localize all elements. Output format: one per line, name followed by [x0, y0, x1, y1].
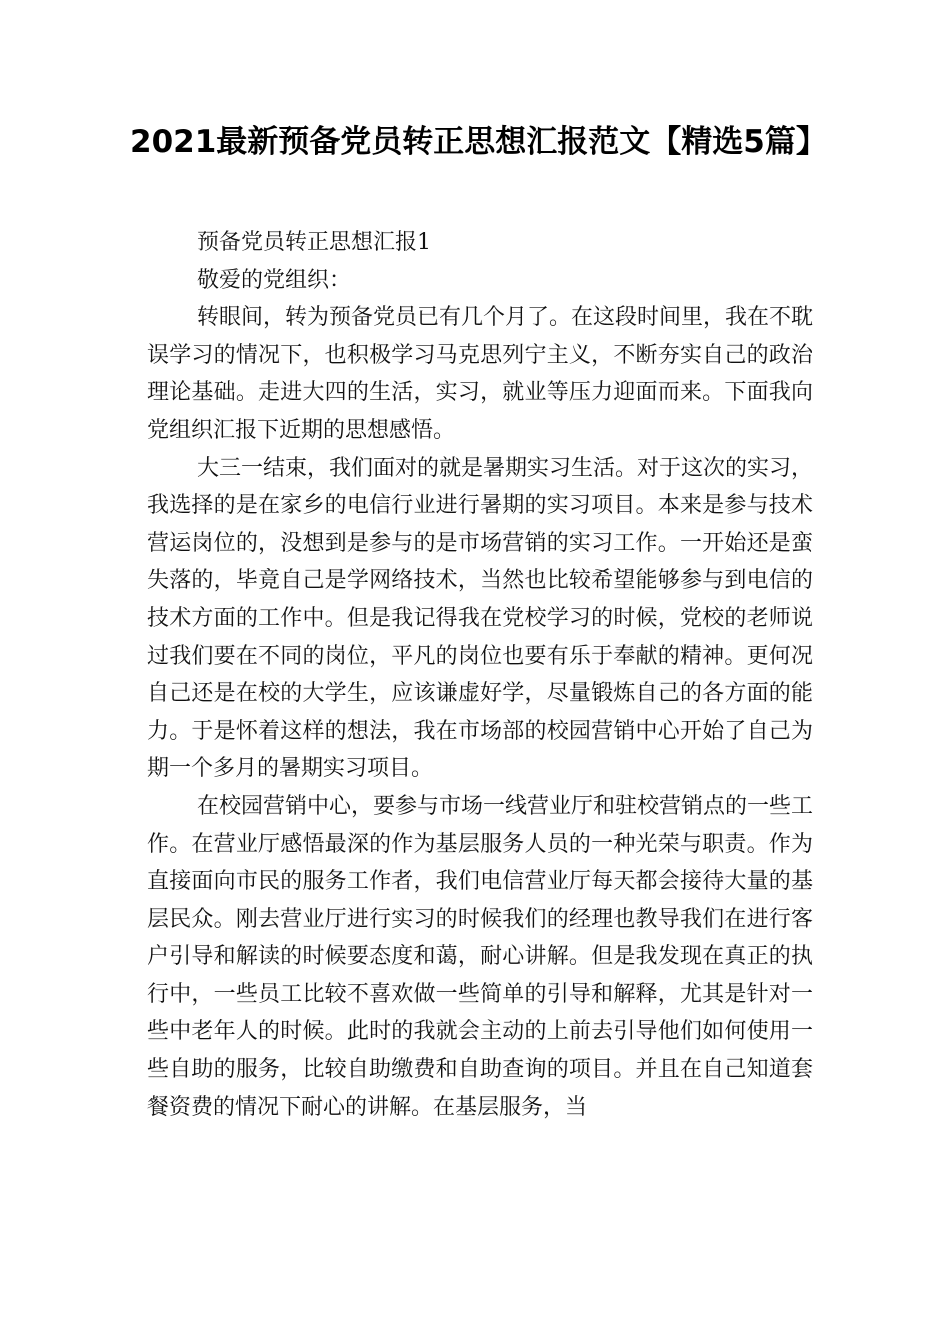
document-body [147, 224, 813, 1126]
section-heading: 预备党员转正思想汇报1 [197, 230, 431, 255]
salutation: 敬爱的党组织： [197, 267, 352, 293]
paragraph-3: 在校园营销中心，要参与市场一线营业厅和驻校营销点的一些工作。在营业厅感悟最深的作为基层服务人员的一种光荣与职责。作为直接面向市民的服务工作者，我们电信营业厅每天都会接待大量的基层民众。刚去营业厅进行实习的时候我们的经理也教导我们在进行客户引导和解读的时候要态度和蔼，耐心讲解。但是我发现在真正的执行中，一些员工比较不喜欢做一些简单的引导和解释，尤其是针对一些中老年人的时候。此时的我就会主动的上前去引导他们如何使用一些自助的服务，比较自助缴费和自助查询的项目。并且在自己知道套餐资费的情况下耐心的讲解。在基层服务，当 [147, 793, 814, 1120]
document-title: 2021最新预备党员转正思想汇报范文【精选5篇】 [130, 124, 827, 160]
paragraph-2: 大三一结束，我们面对的就是暑期实习生活。对于这次的实习，我选择的是在家乡的电信行业进行暑期的实习项目。本来是参与技术营运岗位的，没想到是参与的是市场营销的实习工作。一开始还是蛮失落的，毕竟自己是学网络技术，当然也比较希望能够参与到电信的技术方面的工作中。但是我记得我在党校学习的时候，党校的老师说过我们要在不同的岗位，平凡的岗位也要有乐于奉献的精神。更何况自己还是在校的大学生，应该谦虚好学，尽量锻炼自己的各方面的能力。于是怀着这样的想法，我在市场部的校园营销中心开始了自己为期一个多月的暑期实习项目。 [147, 455, 814, 782]
paragraph-1: 转眼间，转为预备党员已有几个月了。在这段时间里，我在不耽误学习的情况下，也积极学习马克思列宁主义，不断夯实自己的政治理论基础。走进大四的生活，实习，就业等压力迎面而来。下面我向党组织汇报下近期的思想感悟。 [147, 305, 814, 443]
